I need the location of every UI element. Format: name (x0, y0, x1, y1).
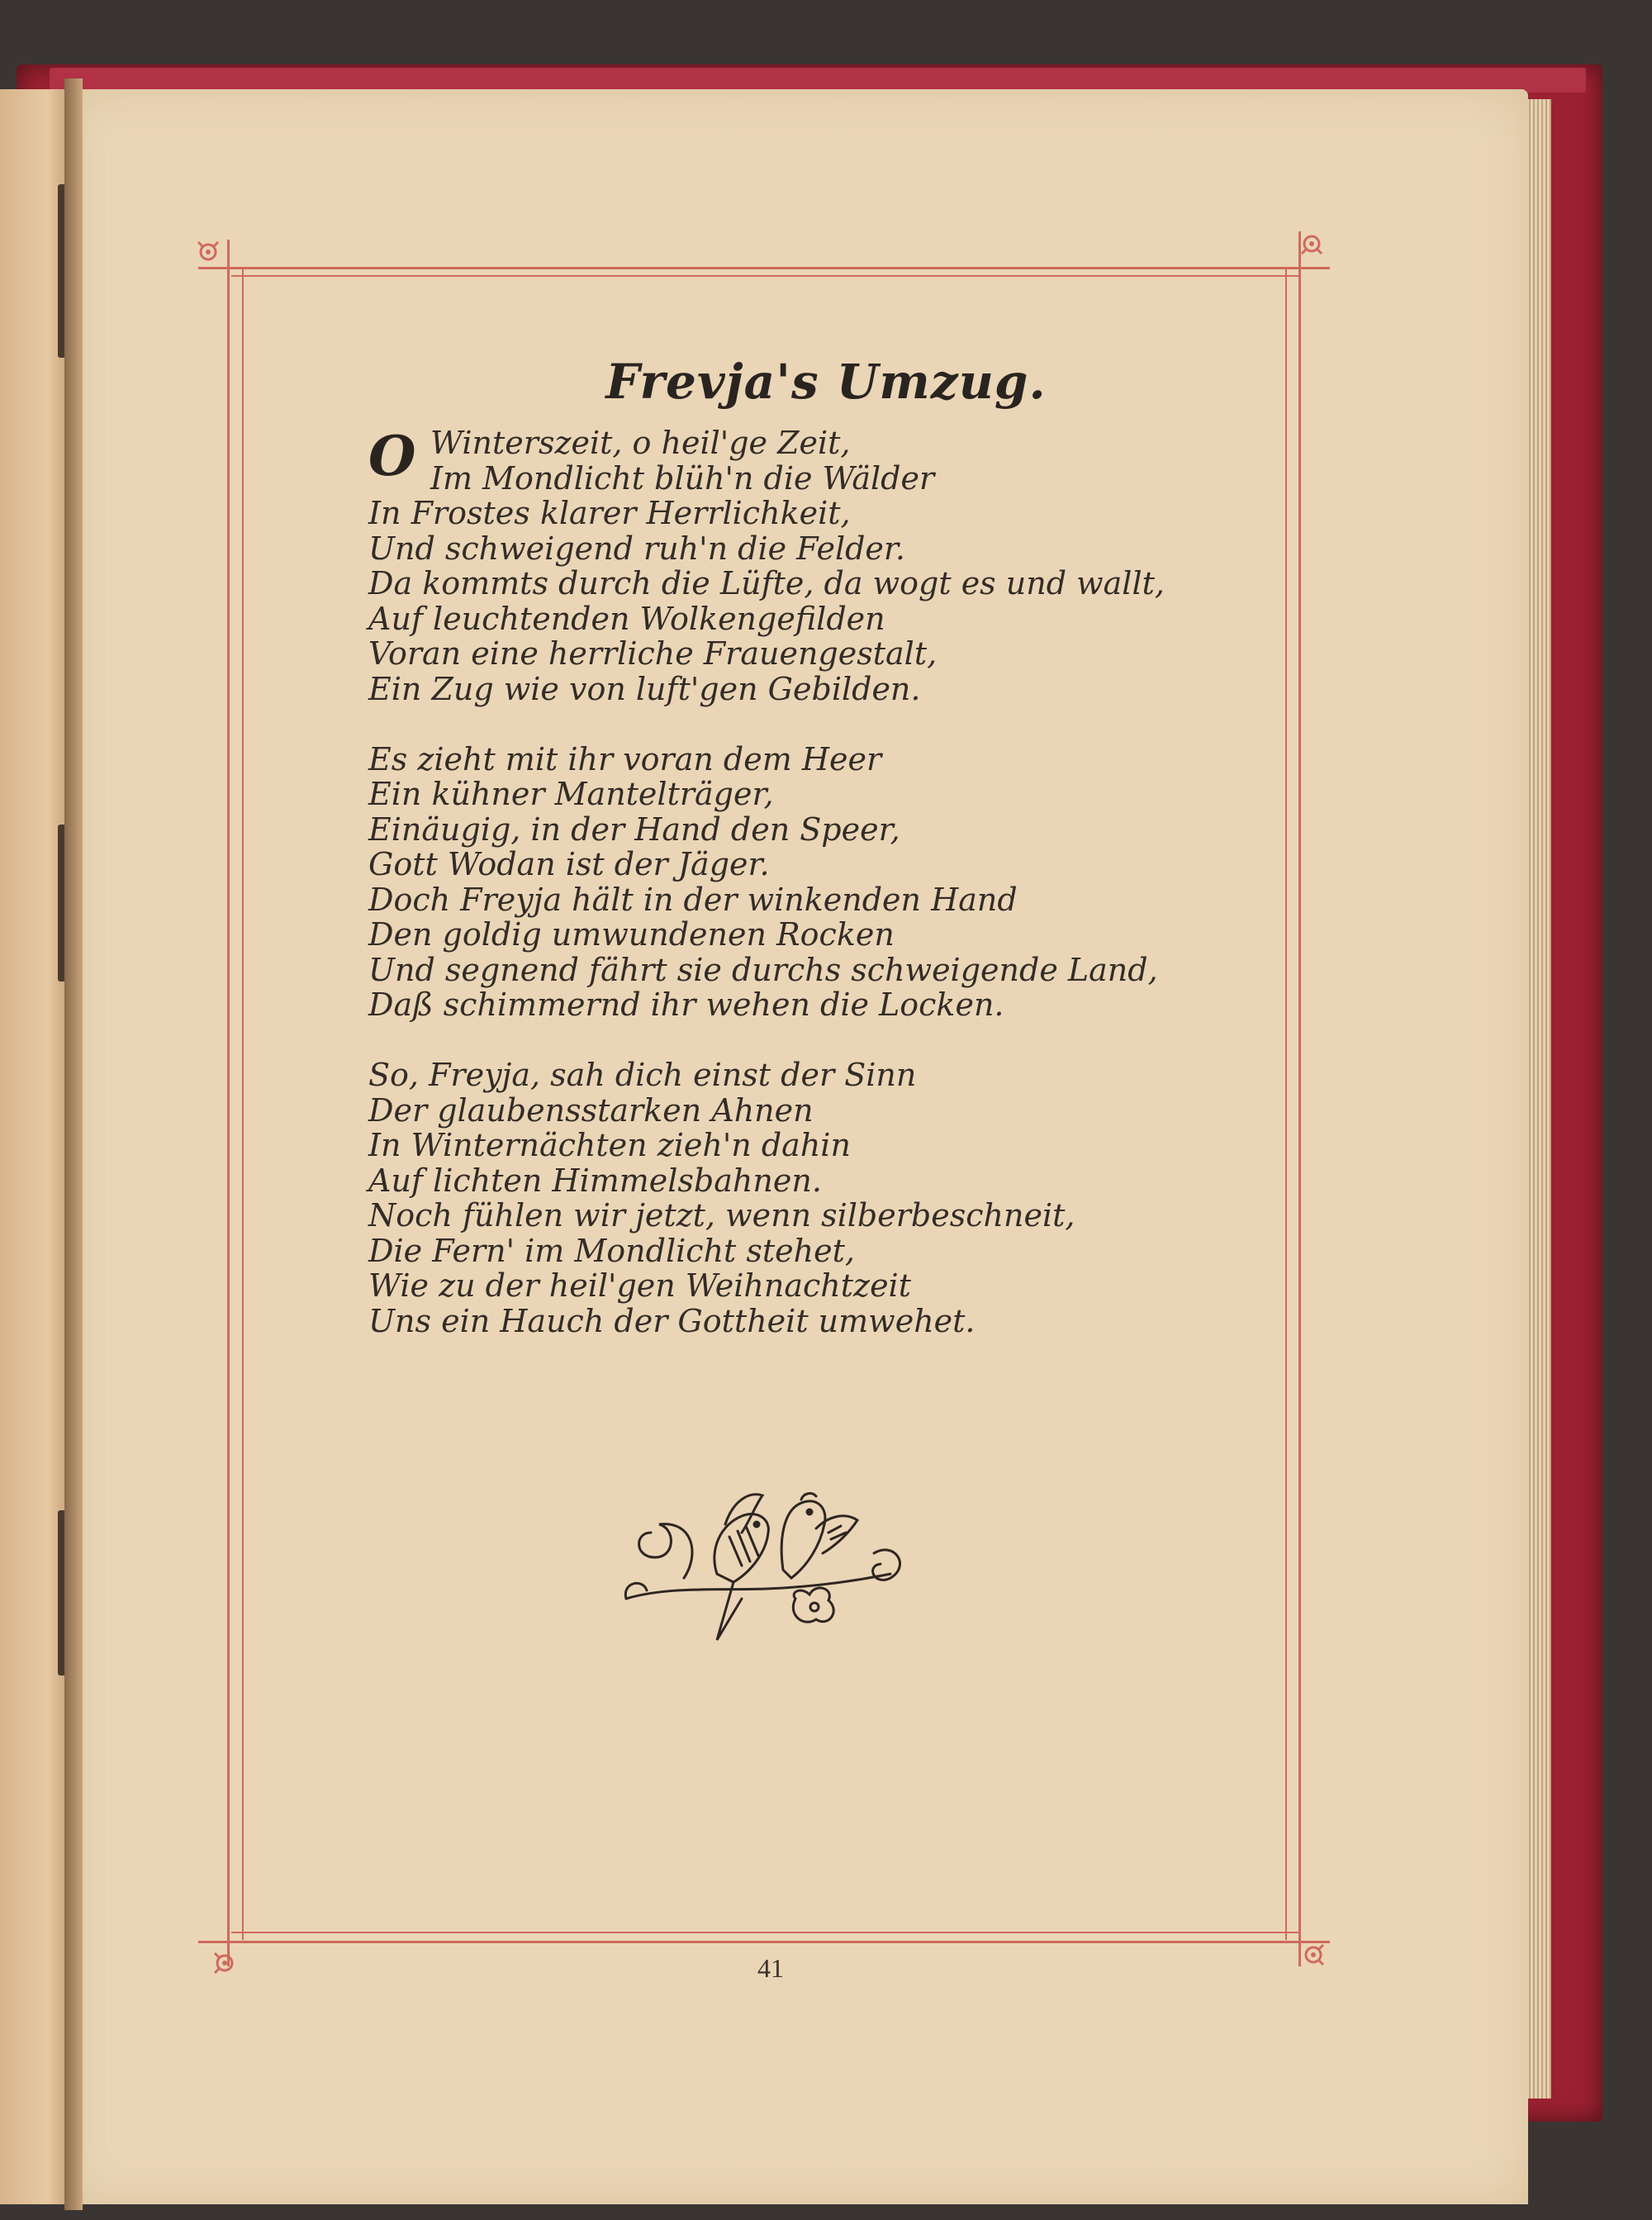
poem-line: Doch Freyja hält in der winkenden Hand (368, 881, 1018, 918)
frame-bottom-inner-line (231, 1932, 1298, 1933)
poem-line: Den goldig umwundenen Rocken (368, 916, 895, 953)
stanza-2 (368, 742, 1194, 1023)
poem-line: Der glaubensstarken Ahnen (368, 1091, 814, 1129)
corner-rosette-icon (192, 235, 225, 269)
poem-line: Und schweigend ruh'n die Felder. (368, 530, 905, 567)
poem-line: Auf leuchtenden Wolkengefilden (368, 600, 885, 637)
poem-line: Und segnend fährt sie durchs schweigende Land, (368, 951, 1158, 988)
poem-line: Uns ein Hauch der Gottheit umwehet. (368, 1302, 976, 1339)
frame-top-inner-line (231, 275, 1298, 277)
frame-bottom-line (198, 1941, 1330, 1943)
frame-right-inner-line (1285, 269, 1287, 1940)
frame-right-line (1298, 231, 1301, 1966)
poem-line: Es zieht mit ihr voran dem Heer (368, 740, 882, 777)
stanza-3 (368, 1058, 1194, 1338)
frame-left-line (227, 240, 230, 1966)
poem-line: Die Fern' im Mondlicht stehet, (368, 1232, 855, 1269)
drop-cap: O (368, 424, 416, 488)
poem-line: Voran eine herrliche Frauengestalt, (368, 635, 938, 672)
birds-vignette-icon (618, 1475, 912, 1673)
poem-line: So, Freyja, sah dich einst der Sinn (368, 1057, 917, 1093)
poem-line: Daß schimmernd ihr wehen die Locken. (368, 986, 1004, 1023)
stanza-1 (368, 425, 1194, 706)
page-number: 41 (757, 1953, 784, 1983)
corner-rosette-icon (1295, 227, 1328, 260)
frame-left-inner-line (242, 269, 244, 1940)
poem-line: Auf lichten Himmelsbahnen. (368, 1162, 822, 1199)
poem-line: Da kommts durch die Lüfte, da wogt es und wallt, (368, 565, 1165, 601)
poem-line: In Frostes klarer Herrlichkeit, (368, 495, 851, 531)
poem-line: Ein kühner Mantelträger, (368, 776, 774, 812)
poem-line: Gott Wodan ist der Jäger. (368, 846, 770, 882)
poem-line: In Winternächten zieh'n dahin (368, 1127, 851, 1163)
poem-line: Ein Zug wie von luft'gen Gebilden. (368, 670, 921, 707)
poem-line: Noch fühlen wir jetzt, wenn silberbeschneit, (368, 1197, 1075, 1234)
poem-body (368, 425, 1194, 1374)
poem-line: Im Mondlicht blüh'n die Wälder (430, 459, 935, 497)
poem-title: Frevja's Umzug. (605, 354, 1047, 410)
poem-line: Wie zu der heil'gen Weihnachtzeit (368, 1267, 911, 1304)
frame-top-line (198, 267, 1330, 269)
poem-line: Einäugig, in der Hand den Speer, (368, 811, 900, 848)
poem-line: O Winterszeit, o heil'ge Zeit, (368, 424, 851, 488)
